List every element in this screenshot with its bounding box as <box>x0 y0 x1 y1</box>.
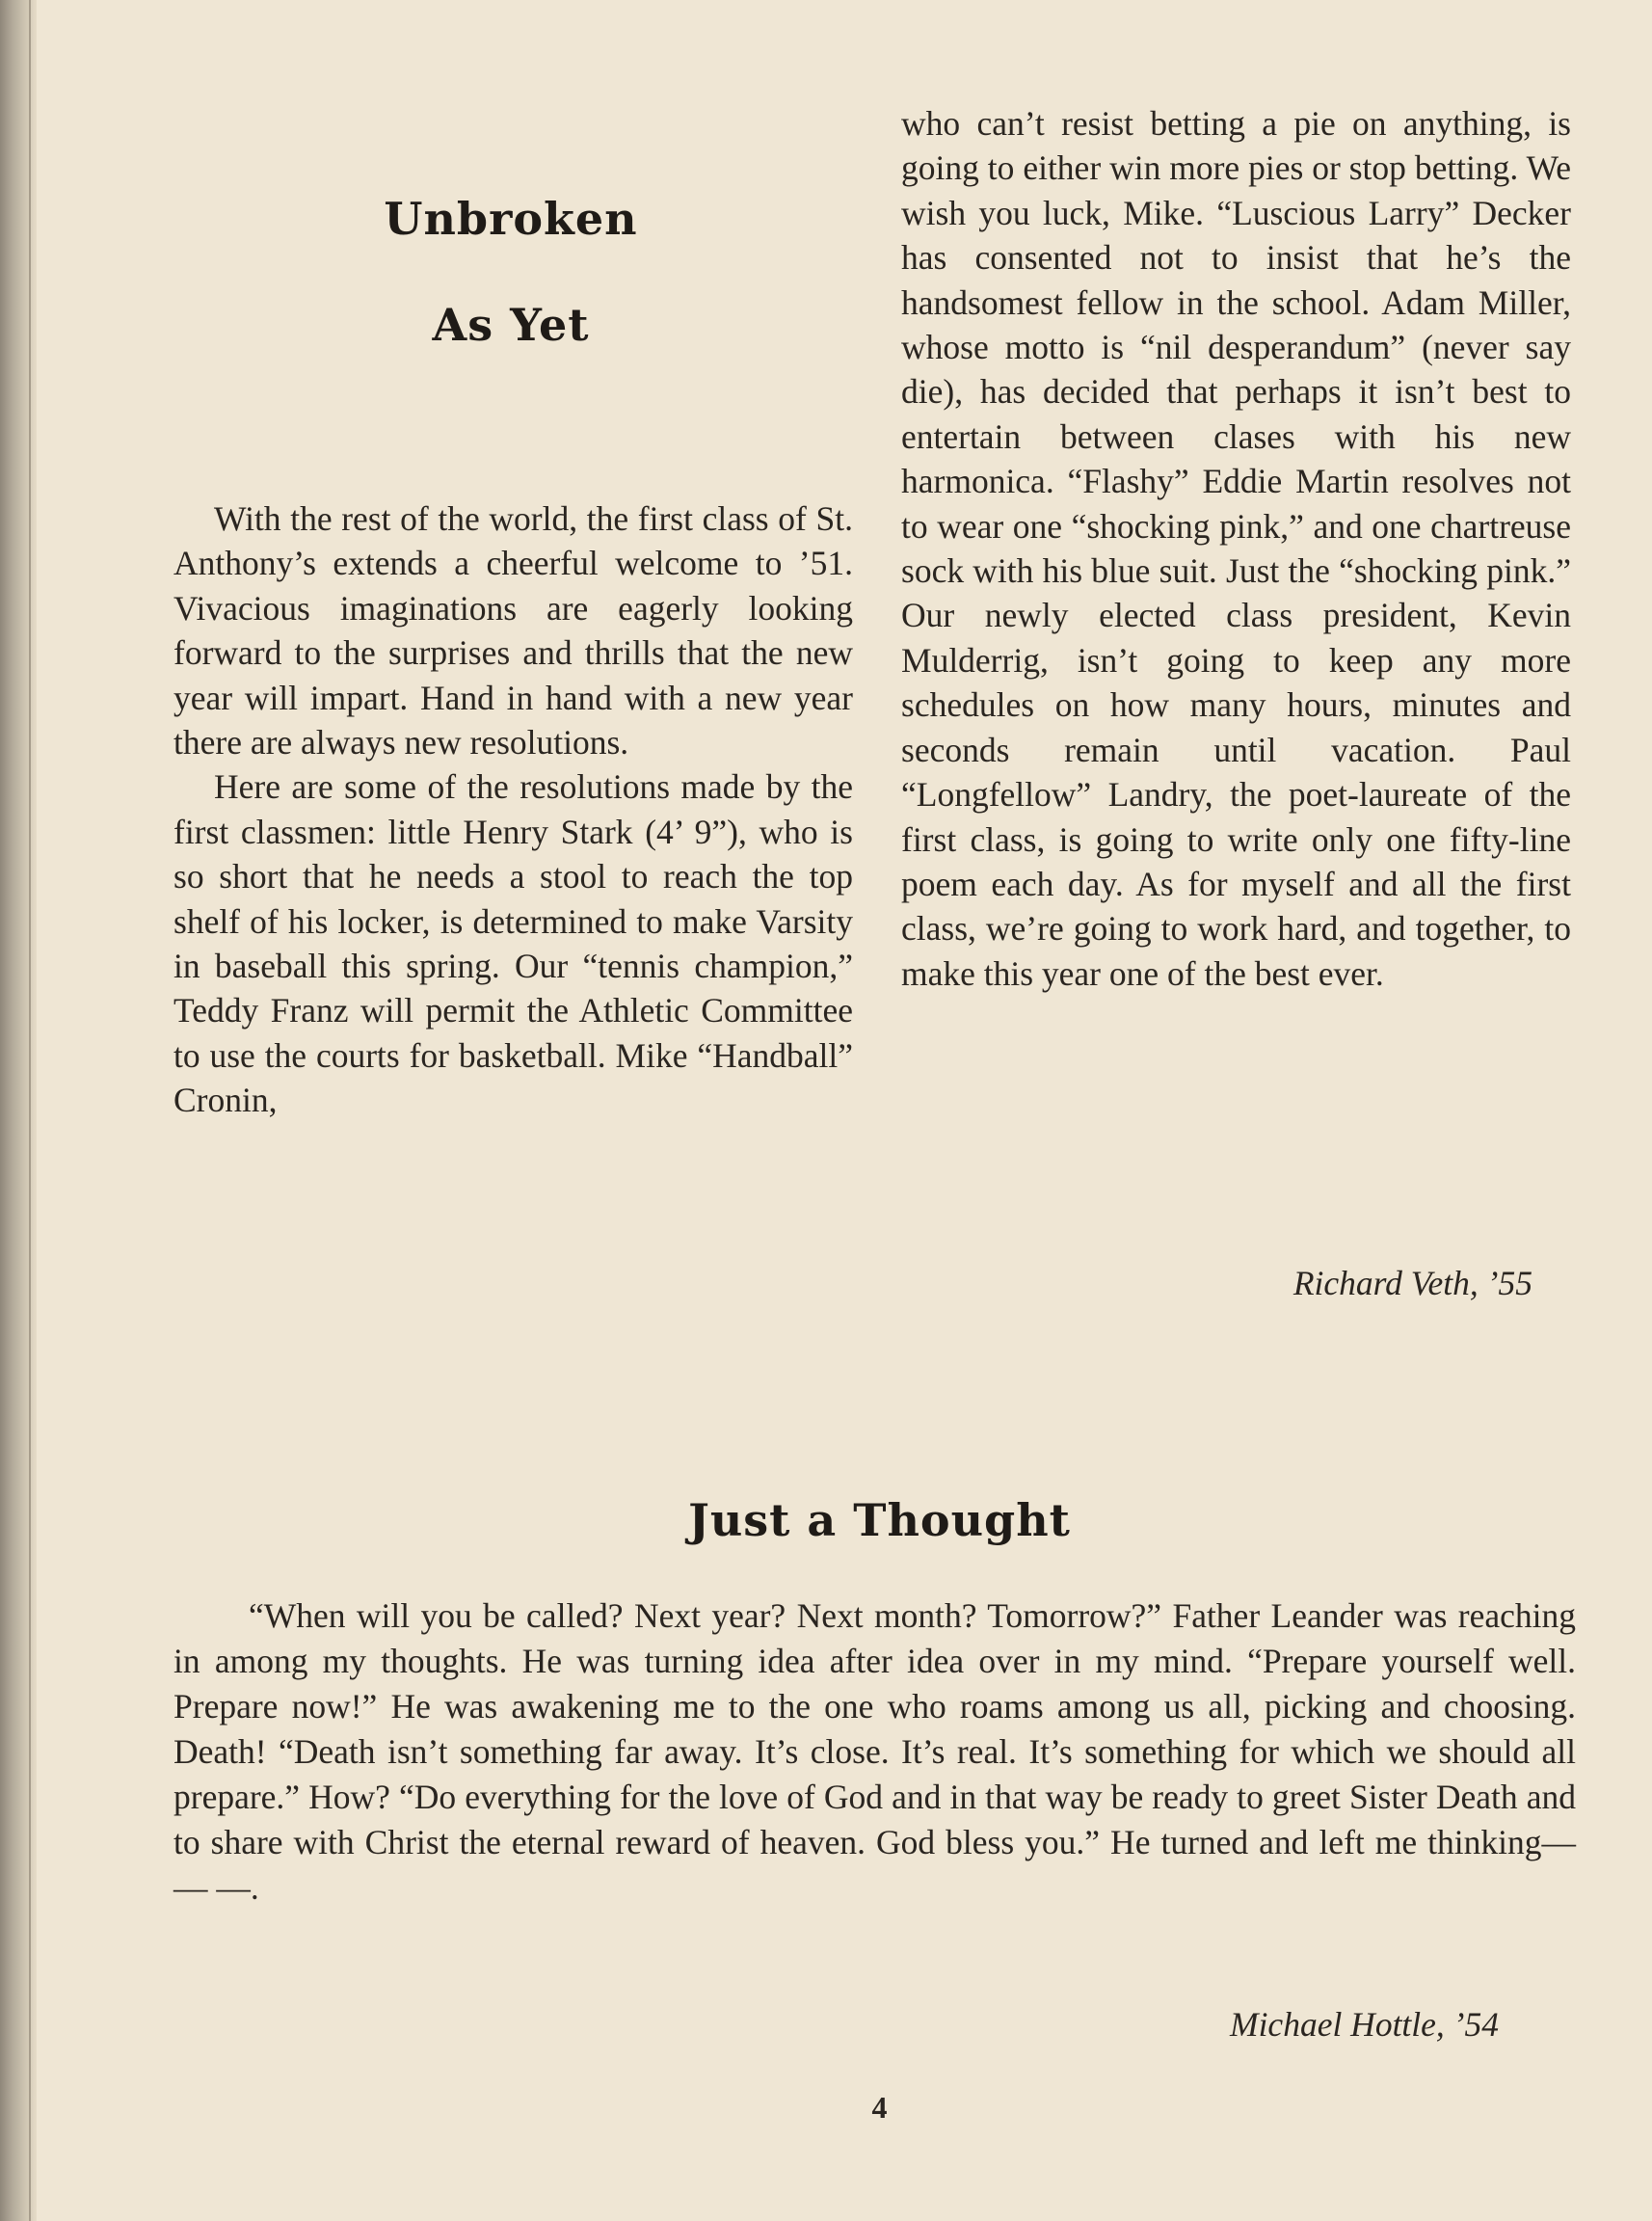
article-paragraph-1: With the rest of the world, the first class of St. Anthony’s extends a cheerful welcome to ’51. Vivacious imaginations are eagerly looking forward to the surprises and thrills that the new year will impart. Hand in hand with a new year there are always new resolutions. <box>173 499 853 763</box>
article-right-column <box>901 101 1571 996</box>
article-left-column <box>173 496 853 1123</box>
thought-signature: Michael Hottle, ’54 <box>1230 2005 1499 2044</box>
article-title-line2: As Yet <box>432 299 590 351</box>
article-title-line1: Unbroken <box>384 193 638 245</box>
article-signature: Richard Veth, ’55 <box>1292 1264 1532 1302</box>
thought-body: “When will you be called? Next year? Next month? Tomorrow?” Father Leander was reaching in among my thoughts. He was turning idea after idea over in my mind. “Prepare yourself well. Prepare now!” He was awakening me to the one who roams among us all, picking and choosing. Death! “Death isn’t something far away. It’s close. It’s real. It’s something for which we should all prepare.” How? “Do everything for the love of God and in that way be ready to greet Sister Death and to share with Christ the eternal reward of heaven. God bless you.” He turned and left me thinking— — —. <box>173 1596 1576 1907</box>
article-paragraph-3: who can’t resist betting a pie on anything, is going to either win more pies or stop betting. We wish you luck, Mike. “Luscious Larry” Decker has consented not to insist that he’s the handsomest fellow in the school. Adam Miller, whose motto is “nil desperandum” (never say die), has decided that perhaps it isn’t best to entertain between clases with his new harmonica. “Flashy” Eddie Martin resolves not to wear one “shocking pink,” and one chartreuse sock with his blue suit. Just the “shocking pink.” Our newly elected class president, Kevin Mulderrig, isn’t going to keep any more schedules on how many hours, minutes and seconds remain until vacation. Paul “Longfellow” Landry, the poet-laureate of the first class, is going to write only one fifty-line poem each day. As for myself and all the first class, we’re going to work hard, and together, to make this year one of the best ever. <box>901 104 1571 993</box>
article-paragraph-2: Here are some of the resolutions made by the first classmen: little Henry Stark (4’ 9”), who is so short that he needs a stool to reach the top shelf of his locker, is determined to make Varsity in baseball this spring. Our “tennis champion,” Teddy Franz will permit the Athletic Committee to use the courts for basketball. Mike “Handball” Cronin, <box>173 767 853 1120</box>
book-spine-edge <box>0 0 37 2221</box>
thought-title: Just a Thought <box>688 1494 1071 1546</box>
page-number: 4 <box>871 2090 888 2125</box>
